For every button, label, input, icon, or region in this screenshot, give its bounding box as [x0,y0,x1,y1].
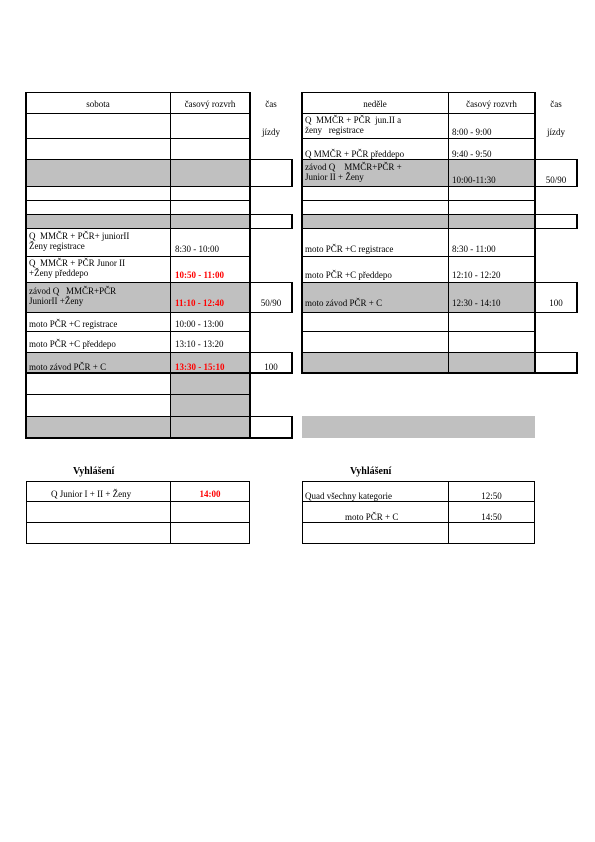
sat-time-5: 8:30 - 10:00 [175,244,219,254]
sun-cas-3: 50/90 [545,175,567,185]
sat-time-10: 13:30 - 15:10 [175,362,225,372]
sat-event-5: Q MMČR + PČR+ juniorII Ženy registrace [29,231,130,251]
sat-event-10: moto závod PČR + C [29,362,107,372]
sat-header-day: sobota [86,99,110,109]
sat-event-7: závod Q MMČR+PČR JuniorII +Ženy [29,286,117,306]
sun-time-5: 12:10 - 12:20 [452,270,501,280]
awards-right-label-1: Quad všechny kategorie [305,491,392,501]
sun-time-3: 10:00-11:30 [452,175,496,185]
awards-right-title: Vyhlášení [350,466,392,477]
sun-header-day: neděle [363,99,387,109]
sat-cas-7: 50/90 [260,298,282,308]
sat-event-9: moto PČR +C předdepo [29,339,116,349]
sat-time-6: 10:50 - 11:00 [175,270,224,280]
sun-header-schedule: časový rozvrh [466,99,517,109]
sat-event-8: moto PČR +C registrace [29,319,118,329]
sun-time-1: 8:00 - 9:00 [452,127,492,137]
sun-time-2: 9:40 - 9:50 [452,149,492,159]
sat-header-jizdy: jízdy [262,127,280,137]
awards-right-time-1: 12:50 [481,491,502,501]
awards-left-title: Vyhlášení [73,466,115,477]
awards-right-time-2: 14:50 [481,512,502,522]
awards-left-time-1: 14:00 [199,489,221,499]
sun-event-5: moto PČR +C předdepo [305,270,392,280]
sun-header-cas: čas [550,99,562,109]
sat-time-9: 13:10 - 13:20 [175,339,224,349]
awards-right-label-2: moto PČR + C [345,512,399,522]
sat-cas-10: 100 [264,362,278,372]
sun-header-jizdy: jízdy [547,127,565,137]
sat-header-cas: čas [265,99,277,109]
sun-event-6: moto závod PČR + C [305,298,383,308]
sun-time-4: 8:30 - 11:00 [452,244,496,254]
sun-event-1: Q MMČR + PČR jun.II a ženy registrace [305,115,402,135]
sat-event-6: Q MMČR + PČR Junor II +Ženy předdepo [29,258,126,278]
sun-event-4: moto PČR +C registrace [305,244,394,254]
sun-cas-6: 100 [549,298,563,308]
sat-header-schedule: časový rozvrh [184,99,236,109]
sun-time-6: 12:30 - 14:10 [452,298,501,308]
sat-time-8: 10:00 - 13:00 [175,319,224,329]
awards-left-label-1: Q Junior I + II + Ženy [51,489,132,499]
sun-event-3: závod Q MMČR+PČR + Junior II + Ženy [305,162,402,182]
sat-time-7: 11:10 - 12:40 [175,298,224,308]
sun-event-2: Q MMČR + PČR předdepo [305,149,405,159]
